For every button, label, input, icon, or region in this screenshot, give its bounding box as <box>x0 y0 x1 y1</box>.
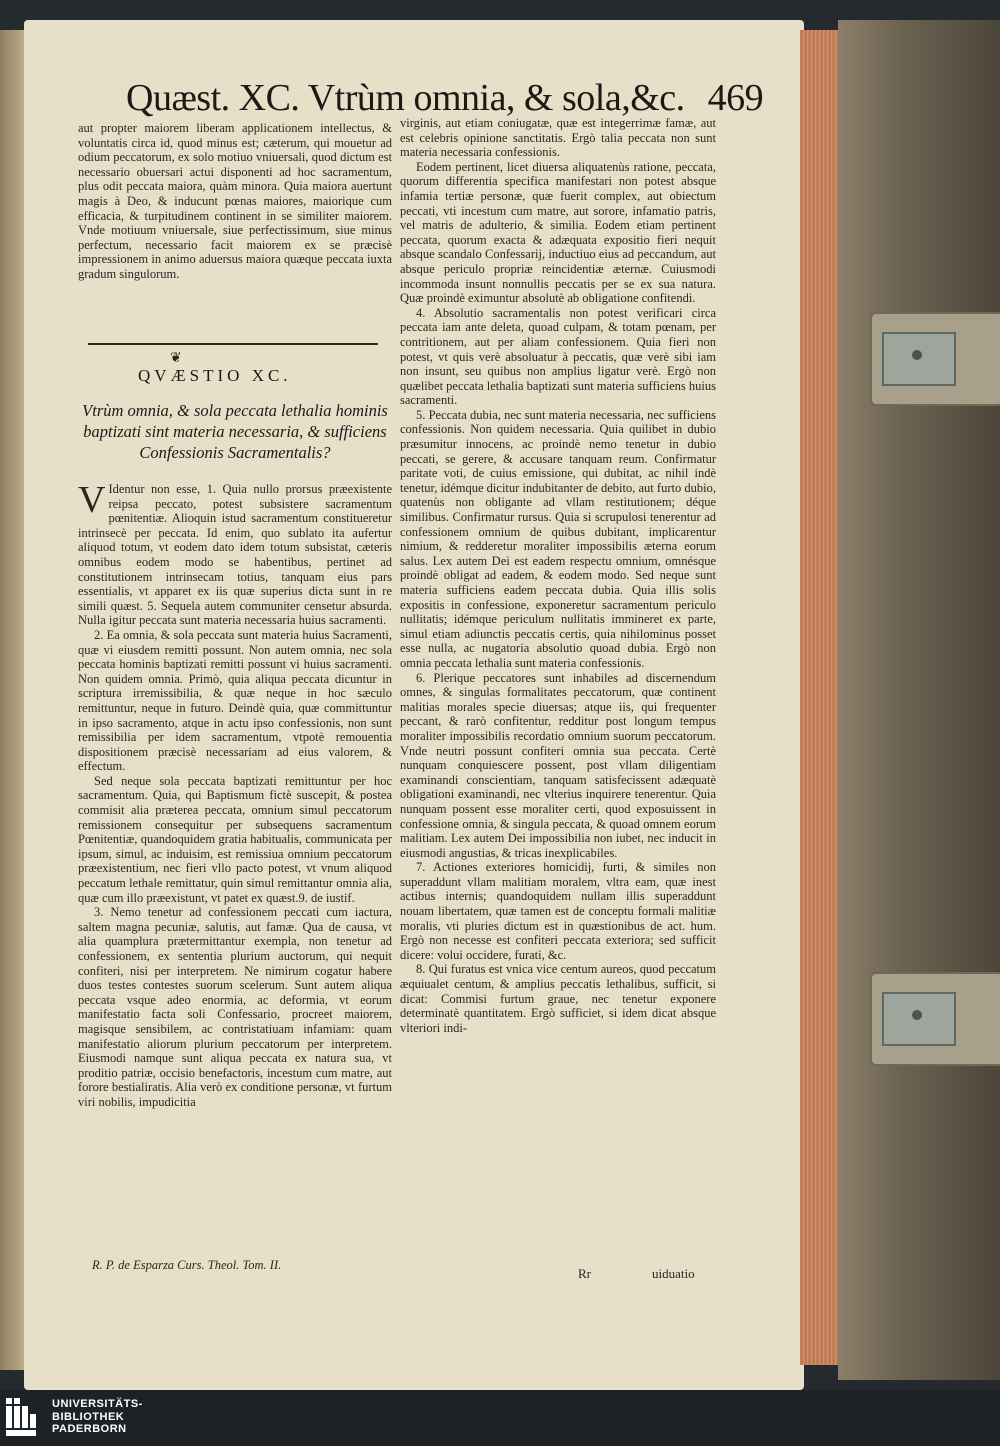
upper-clasp <box>870 312 1000 406</box>
signature-mark: Rr <box>578 1266 591 1281</box>
ornament: ❦ <box>170 350 182 366</box>
paragraph: 6. Plerique peccatores sunt inhabiles ad discernendum omnes, & singulas formalitates peccatorum, quæ continent malitias morales specie diuersas; atque iis, qui frequenter peccant, & rarò confitentur, redditur post longum tempus moraliter impossibilis recordatio omnium suorum peccatorum. Vnde neutri possunt confiteri omnia sua peccata. Certè nunquam conquiescere possent, post vllam diligentiam examinandi conscientiam, tanquam satisfecissent adæquatè obligationi examinandi, nec vlterius inquirere tenerentur. Quia nunquam possent esse moraliter certi, quod exposuissent in confessione omnia, & singula peccata, & quoad omnem eorum malitiam. Lex autem Dei impossibilia non iubet, nec inducit in eiusmodi angustias, & tricas inexplicabiles. <box>400 670 716 860</box>
drop-cap: V <box>78 479 106 521</box>
page-number: 469 <box>707 77 764 119</box>
question-subtitle: Vtrùm omnia, & sola peccata lethalia hominis baptizati sint materia necessaria, & sufficiens Confessionis Sacramentalis? <box>82 401 388 462</box>
paragraph: 5. Peccata dubia, nec sunt materia necessaria, nec sufficiens confessionis. Non quidem necessaria. Quia quilibet in dubio præsumitur innocens, ac proindè nemo tenetur in dubio peccati, se gerere, & accusare tanquam reum. Confirmatur paritate voti, de cuius emissione, qui dubitat, ac nihil indè tenetur, idémque dicitur indubitanter de debito, aut furto dubio, quatenùs non obligante ad vllam restitutionem; déque similibus. Confirmatur rursus. Quia si scrupulosi tenerentur ad confessionem omnium de quibus dubitant, implicarentur nimium, & redderetur moraliter impossibilis æterna eorum salus. Lex autem Dei est eadem respectu omnium, omnésque proindè obligat ad eadem, & eodem modo. Sed neque sunt materia sufficiens eadem peccata dubia. Quia illis solis expositis in confessione, exponeretur sacramentum periculo nullitatis; idémque periculum nullitatis immineret ex parte, simul etiam adiunctis peccatis certis, quia nihilominus posset esse nulla, ac nugatoria absolutio quoad dubia. Ergò non omnia peccata lethalia sunt materia confessionis. <box>400 407 716 670</box>
library-logo-icon <box>6 1398 44 1438</box>
footer-author-line: R. P. de Esparza Curs. Theol. Tom. II. <box>92 1258 282 1272</box>
lower-clasp <box>870 972 1000 1066</box>
paragraph: Sed neque sola peccata baptizati remittuntur per hoc sacramentum. Quia, qui Baptismum fictè suscepit, & postea commisit alia præterea peccata, omnium simul peccatorum remissionem consequitur per subsequens sacramentum Pœnitentiæ, quandoquidem gratia habitualis, communicata per ipsum, simul, ac induisim, est remissiua omnium peccatorum præexistentium, nec fieri vllo pacto potest, vt vnum aliquod peccatum lethale remittatur, quin simul remittantur omnia alia, quæ cum illo præexistunt, vt patet ex quæst.9. de iustif. <box>78 773 392 905</box>
catchword: uiduatio <box>652 1266 695 1281</box>
paragraph: 7. Actiones exteriores homicidij, furti, & similes non superaddunt vllam malitiam moralem, vltra eam, quæ inest actibus internis; quandoquidem nullam illis superaddunt nouam libertatem, quæ tamen est de conceptu formali malitiæ moralis, vti pluries dictum est in quæstionibus de act. hum. Ergò non necesse est confiteri peccata exteriora; sed sufficit dicere: volui occidere, furati, &c. <box>400 860 716 962</box>
running-head-title: Quæst. XC. Vtrùm omnia, & sola,&c. <box>126 77 685 119</box>
paragraph: 8. Qui furatus est vnica vice centum aureos, quod peccatum æquiualet centum, & amplius peccatis lethalibus, sufficit, si dicat: Commisi furtum graue, nec tenetur exponere determinatè quantitatem. Ergò sufficiet, si idem dicat absque vlteriori indi- <box>400 962 716 1035</box>
section-rule <box>88 343 378 345</box>
paragraph: 3. Nemo tenetur ad confessionem peccati cum iactura, saltem magna pecuniæ, salutis, aut famæ. Qua de causa, vt alia quamplura prætermittantur exempla, non tenetur ad confessionem, ex sententia plurium auctorum, qui nequit confiteri, nisi per interpretem. Ne nimirum cogatur habere duos testes contestes suorum scelerum. Sunt autem aliqua peccata vsque adeo enormia, ac deformia, vt eorum manifestatio facta soli Confessario, procreet maiorem, magisque sensibilem, ac contristatiuam infamiam: quam manifestatio aliorum plurium peccatorum per interpretem. Eiusmodi namque sunt aliqua peccata ex natura sua, vt proditio patriæ, occisio benefactoris, incestum cum matre, aut forore bestialiratis. Alia verò ex conditione personæ, vt furtum viri nobilis, impudicitia <box>78 905 392 1109</box>
paragraph: virginis, aut etiam coniugatæ, quæ est integerrimæ famæ, aut est celebris opinione sanctitatis. Ergò talia peccata non sunt materia necessaria confessionis. <box>400 116 716 160</box>
paragraph: aut propter maiorem liberam applicationem intellectus, & voluntatis circa id, quod minus est; cæterum, qui mouetur ad odium peccatorum, ex solo motiuo vniuersali, quod dictum est necessario obuersari actui disponenti ad hoc sacramentum, plus odit peccata maiora, quàm minora. Quia maiora auertunt magis à Deo, & inducunt pœnas maiores, maiorique cum efficacia, & turpitudinem continent in se similiter maiorem. Vnde motiuum vniuersale, siue perfectissimum, siue minus perfectum, necessario facit maiorem ex se præcisè impressionem in animo aduersus maiora quæque peccata iuxta gradum singulorum. <box>78 121 392 281</box>
left-column-top <box>78 121 392 282</box>
left-column-body <box>78 479 392 1110</box>
paragraph: 2. Ea omnia, & sola peccata sunt materia huius Sacramenti, quæ vi eiusdem remitti possunt. Non autem omnia, nec sola peccata hominis baptizati remitti possunt vi huius sacramenti. Non quidem omnia. Primò, quia aliqua peccata dicuntur in scriptura irremissibilia, & quæ neque in hoc sæculo remittuntur, neque in futuro. Deindè quia, quæ committuntur in ipso sacramento, atque in actu ipso confessionis, non sunt remissibilia per idem sacramentum, vtpotè remouentia dispositionem præcisè necessariam ad eius valorem, & effectum. <box>78 627 392 774</box>
running-head <box>126 76 764 120</box>
paragraph: 4. Absolutio sacramentalis non potest verificari circa peccata iam ante deleta, quoad culpam, & totam pœnam, per contritionem, aut per aliam confessionem. Quia fieri non potest, vt quis verè absoluatur à peccatis, quæ verè sibi iam non insunt, seu quibus non amplius ligatur verè. Ergò non quælibet peccata lethalia baptizati sunt materia sufficiens huius sacramenti. <box>400 305 716 408</box>
logo-line: BIBLIOTHEK <box>52 1410 125 1423</box>
question-title: QVÆSTIO XC. <box>138 366 292 385</box>
library-logo-text <box>52 1398 143 1436</box>
logo-line: PADERBORN <box>52 1423 127 1435</box>
paragraph: Identur non esse, 1. Quia nullo prorsus præexistente reipsa peccato, potest subsistere sacramentum pœnitentiæ. Alioquin istud sacramentum constitueretur intrinsecè per peccata. Id enim, quo sublato ita aufertur aliquod totum, vt eodem dato idem totum subsistat, cæteris omnibus eodem modo se habentibus, pertinet ad constitutionem intrinsecam totius, tanquam eius pars essentialis, vt apparet ex iis quæ superius dicta sunt in re simili quæst. 5. Sequela autem communiter censetur absurda. Nulla igitur peccata sunt materia necessaria huius sacramenti. <box>78 482 392 628</box>
paragraph: Eodem pertinent, licet diuersa aliquatenùs ratione, peccata, quorum differentia specifica manifestari non potest absque infamia tertiæ personæ, quæ fuerit complex, aut obiectum peccati, vti incestum cum matre, aut sorore, infamatio patris, vel matris de adulterio, & similia. Eodem etiam pertinent peccata, quorum exacta & adæquata expositio fieri nequit absque scandalo Confessarij, inductiuo eius ad peccandum, aut absque periculo propriæ reincidentiæ æternæ. Cuiusmodi incommoda insunt nonnullis peccatis per se ex sua natura. Quæ proindè eximuntur absolutè ab obligatione confitendi. <box>400 159 716 306</box>
right-column <box>400 116 716 1035</box>
book-cover <box>838 20 1000 1380</box>
page-fore-edge <box>800 30 838 1365</box>
logo-line: UNIVERSITÄTS- <box>52 1398 143 1410</box>
library-footer-bar <box>0 1390 1000 1446</box>
